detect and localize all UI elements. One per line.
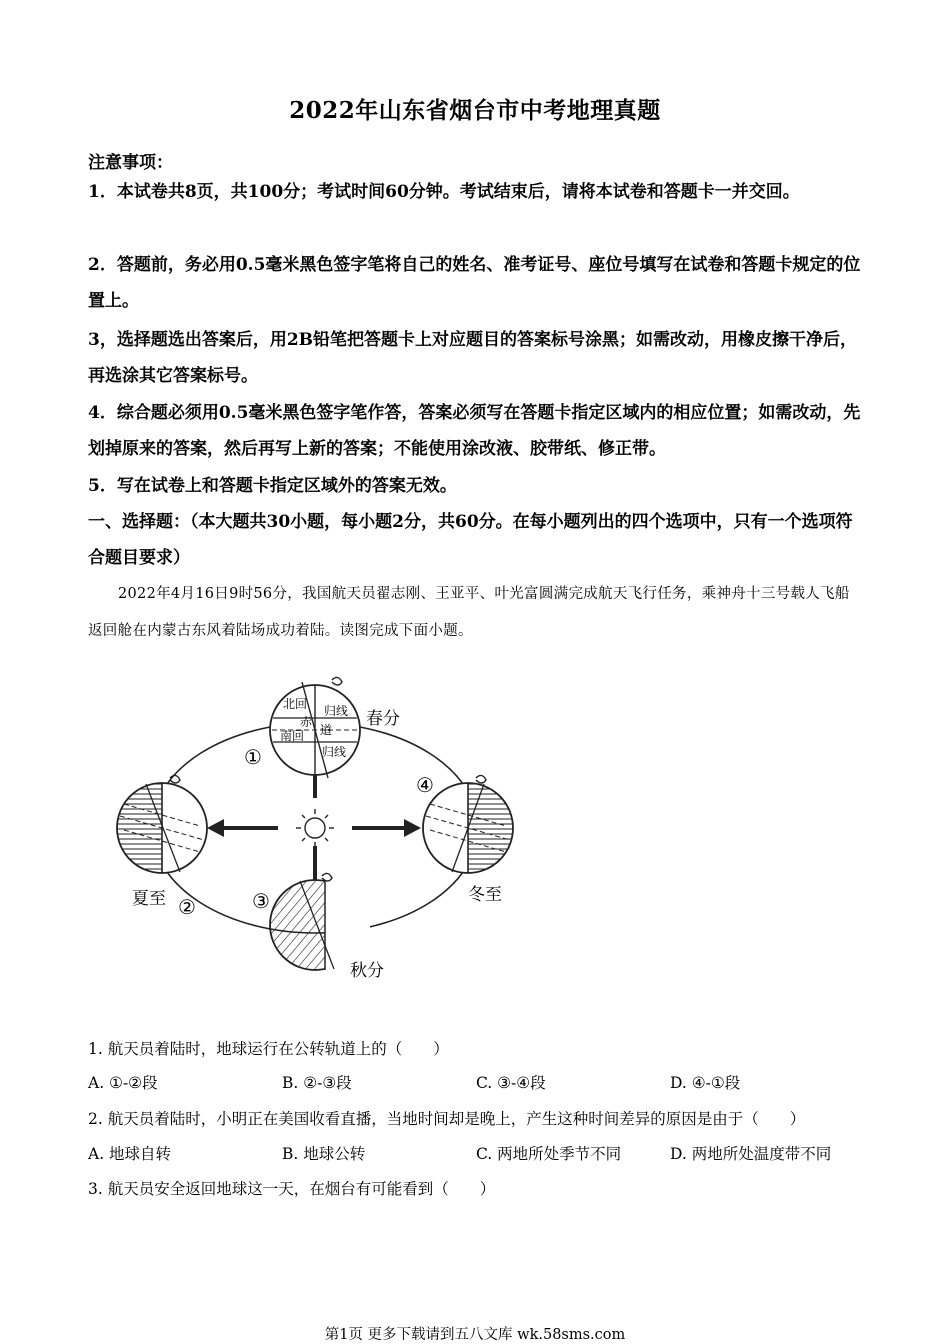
earth-revolution-diagram [110,668,530,990]
globe-label: 赤 [300,715,313,729]
option-c[interactable]: C. ③-④段 [476,1074,546,1092]
autumn-equinox-label: 秋分 [350,961,384,981]
spring-equinox-globe [270,677,360,778]
orbit-position-4: ④ [416,773,434,797]
notice-heading: 注意事项： [88,153,173,173]
question-2: 2. 航天员着陆时，小明正在美国收看直播，当地时间却是晚上，产生这种时间差异的原因是由于（ ） [88,1110,806,1128]
option-a[interactable]: A. 地球自转 [88,1145,172,1163]
globe-label: 道 [320,723,333,737]
autumn-equinox-globe [270,873,370,970]
page-title: 2022年山东省烟台市中考地理真题 [289,97,661,124]
question-3: 3. 航天员安全返回地球这一天，在烟台有可能看到（ ） [88,1180,496,1198]
summer-solstice-globe [117,775,207,873]
section-heading: 一、选择题：（本大题共30小题，每小题2分，共60分。在每小题列出的四个选项中，只有一个选项符合题目要求） [88,512,853,568]
option-b[interactable]: B. ②-③段 [282,1074,352,1092]
globe-label: 归线 [324,704,349,718]
winter-solstice-label: 冬至 [468,885,502,905]
notice-item: 2．答题前，务必用0.5毫米黑色签字笔将自己的姓名、准考证号、座位号填写在试卷和答题卡规定的位置上。 [88,255,861,311]
winter-solstice-globe [423,775,513,873]
option-b[interactable]: B. 地球公转 [282,1145,366,1163]
globe-label: 北回 [283,697,308,711]
globe-label: 归线 [322,745,347,759]
summer-solstice-label: 夏至 [132,889,166,909]
intro-paragraph: 2022年4月16日9时56分，我国航天员翟志刚、王亚平、叶光富圆满完成航天飞行任务，乘神舟十三号载人飞船返回舱在内蒙古东风着陆场成功着陆。读图完成下面小题。 [88,586,850,639]
notice-item: 5．写在试卷上和答题卡指定区域外的答案无效。 [88,476,457,496]
page-footer: 第1页 更多下载请到五八文库 wk.58sms.com [324,1327,626,1343]
spring-equinox-label: 春分 [366,709,400,729]
option-c[interactable]: C. 两地所处季节不同 [476,1145,622,1163]
orbit-position-3: ③ [252,889,270,913]
globe-label: 南回 [280,729,305,743]
option-a[interactable]: A. ①-②段 [88,1074,158,1092]
orbit-position-1: ① [244,745,262,769]
sun-icon [296,809,334,847]
orbit-position-2: ② [178,895,196,919]
option-d[interactable]: D. 两地所处温度带不同 [670,1145,832,1163]
question-1: 1. 航天员着陆时，地球运行在公转轨道上的（ ） [88,1040,449,1058]
notice-item: 1．本试卷共8页，共100分；考试时间60分钟。考试结束后，请将本试卷和答题卡一并交回。 [88,182,800,202]
option-d[interactable]: D. ④-①段 [670,1074,741,1092]
notice-item: 3，选择题选出答案后，用2B铅笔把答题卡上对应题目的答案标号涂黑；如需改动，用橡皮擦干净后，再选涂其它答案标号。 [88,330,858,386]
notice-item: 4．综合题必须用0.5毫米黑色签字笔作答，答案必须写在答题卡指定区域内的相应位置；如需改动，先划掉原来的答案，然后再写上新的答案；不能使用涂改液、胶带纸、修正带。 [88,403,861,459]
